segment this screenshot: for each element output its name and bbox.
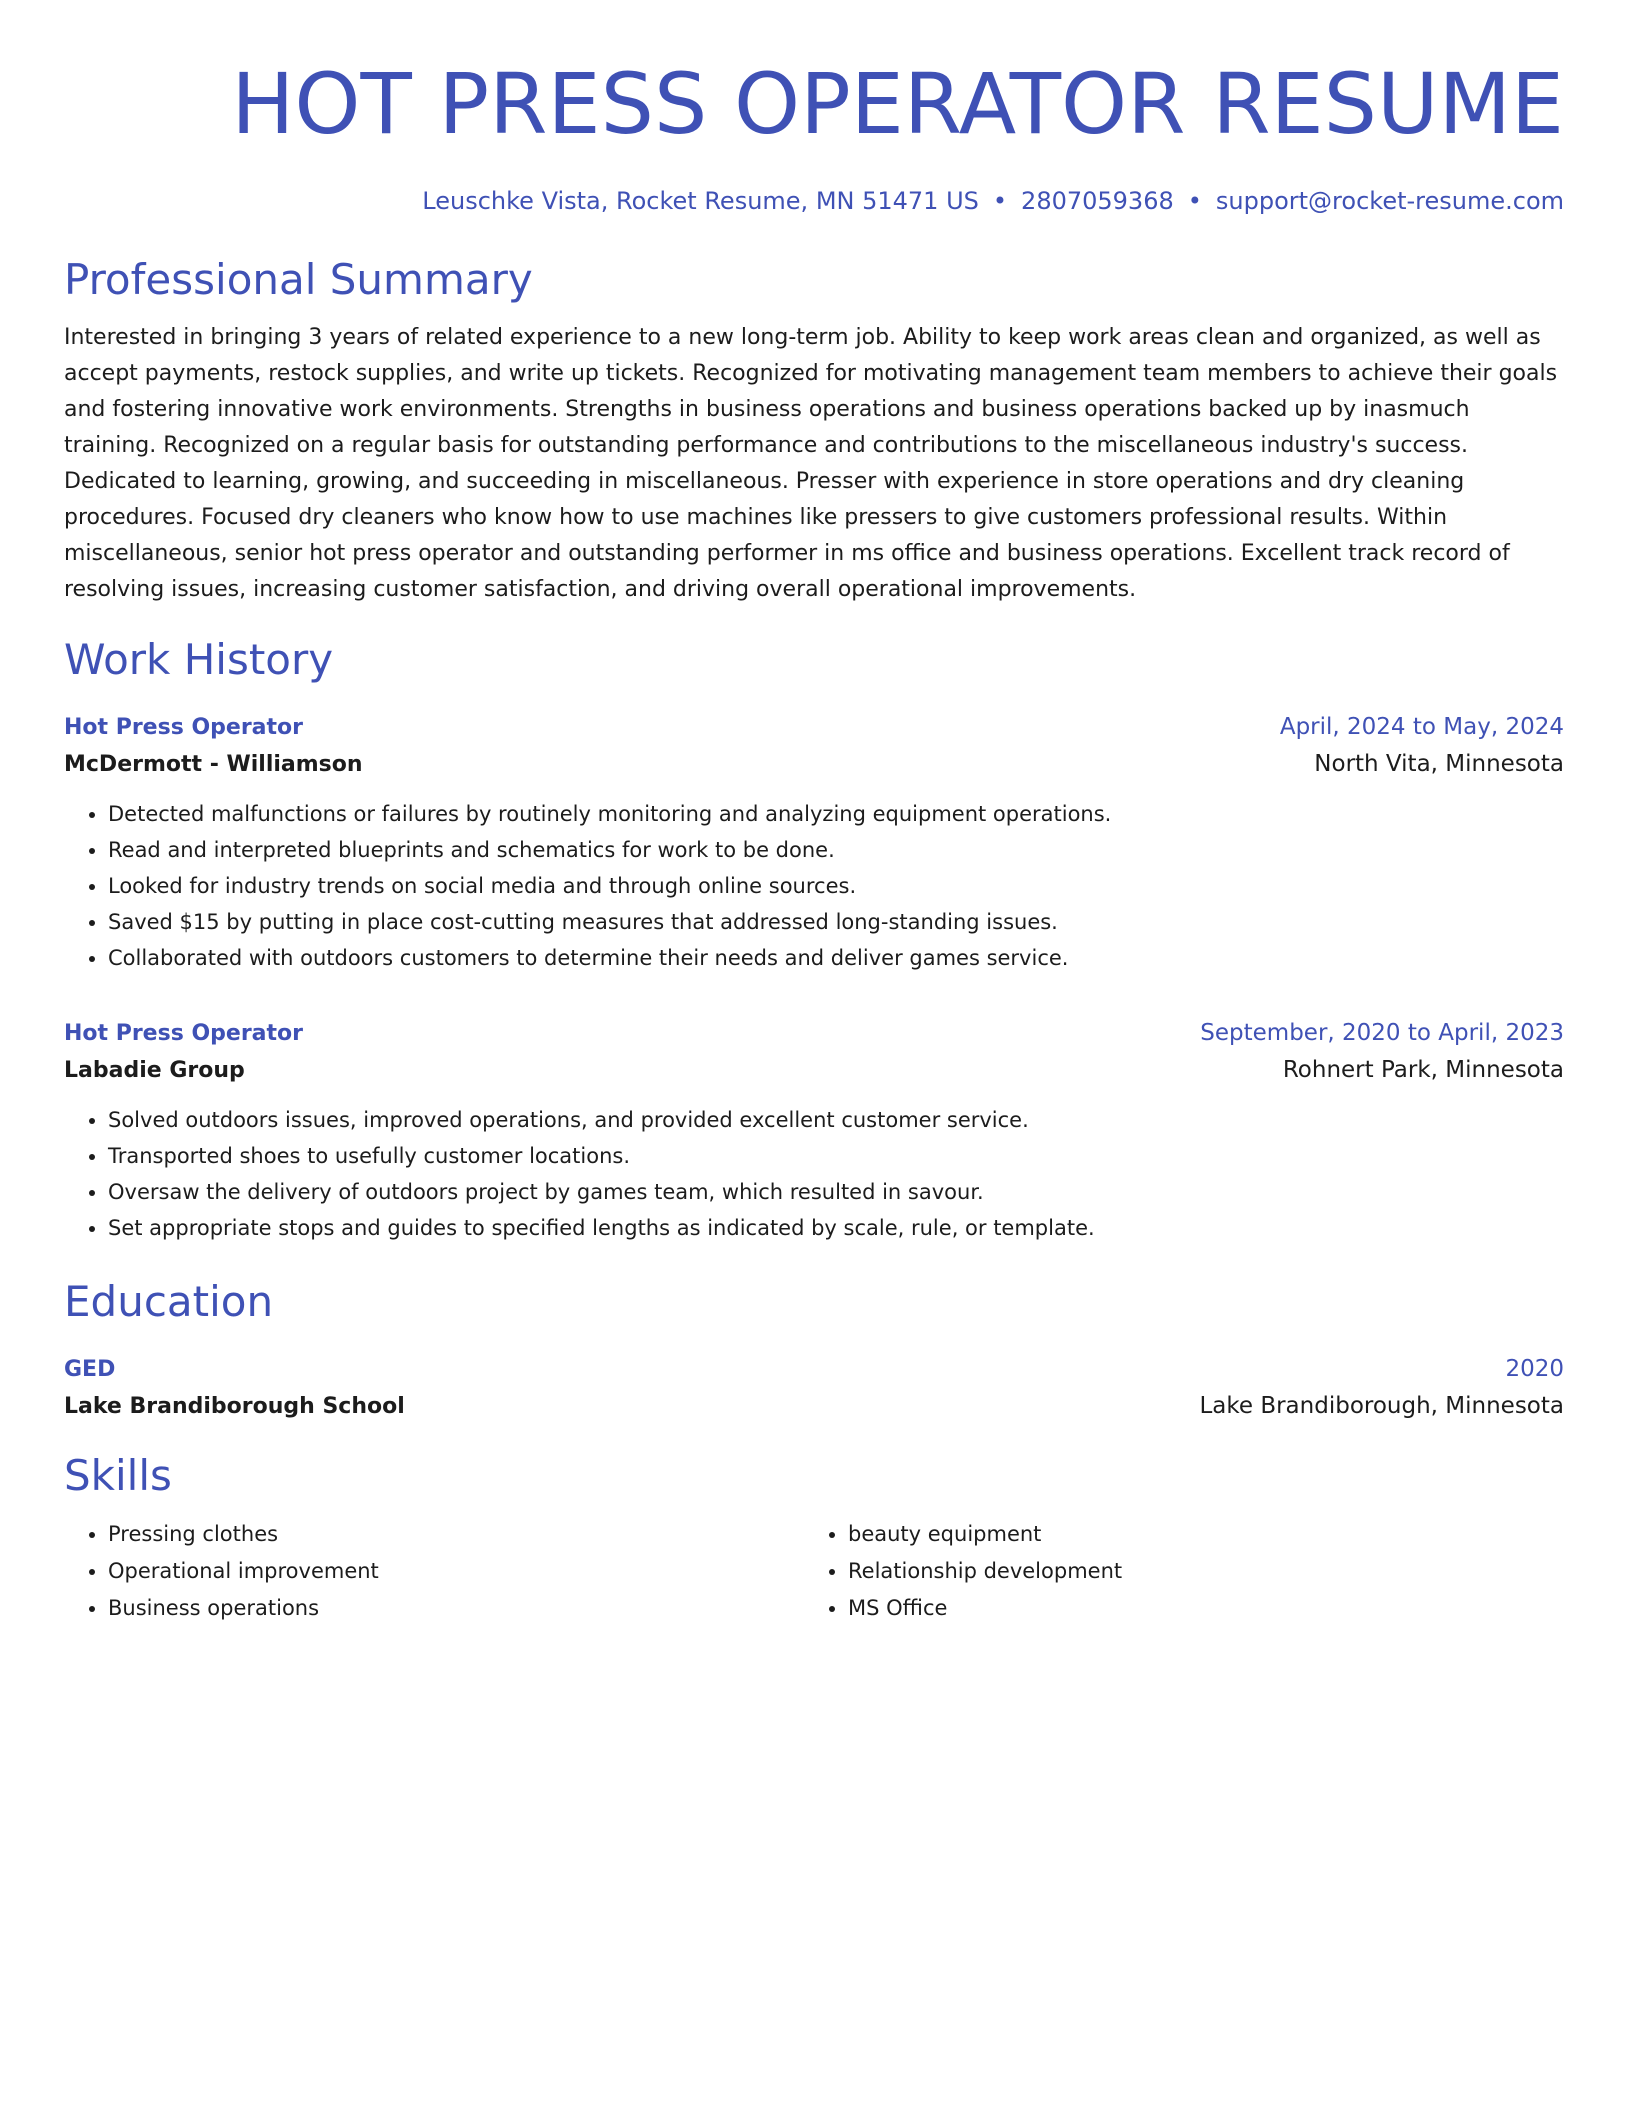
- education-entry: [64, 1352, 1564, 1426]
- summary-section: [64, 252, 1564, 608]
- job-bullets: [64, 796, 1564, 976]
- job-bullet: • Transported shoes to usefully customer locations.: [108, 1138, 1564, 1174]
- resume-page: [64, 0, 1564, 1627]
- job-bullet: • Looked for industry trends on social media and through online sources.: [108, 868, 1564, 904]
- skill-item: • Relationship development: [848, 1553, 1544, 1590]
- skills-heading: Skills: [64, 1451, 172, 1500]
- skill-item: • Business operations: [108, 1590, 804, 1627]
- education-section: [64, 1274, 1564, 1426]
- education-school: Lake Brandiborough School: [64, 1394, 405, 1419]
- summary-heading: Professional Summary: [64, 255, 533, 304]
- education-degree: GED: [64, 1357, 116, 1382]
- education-heading: Education: [64, 1277, 274, 1326]
- contact-separator: •: [992, 187, 1008, 215]
- job-entry: [64, 710, 1564, 976]
- skill-item: • beauty equipment: [848, 1516, 1544, 1553]
- contact-separator: •: [1187, 187, 1202, 215]
- contact-phone: 2807059368: [1021, 187, 1174, 215]
- skills-section: [64, 1448, 1564, 1627]
- skills-column-right: [804, 1516, 1544, 1627]
- resume-title: HOT PRESS OPERATOR RESUME: [231, 55, 1564, 153]
- contact-line: [64, 184, 1564, 218]
- skill-item: • MS Office: [848, 1590, 1544, 1627]
- job-bullet: • Detected malfunctions or failures by routinely monitoring and analyzing equipment operations.: [108, 796, 1564, 832]
- job-bullet: • Saved $15 by putting in place cost-cutting measures that addressed long-standing issues.: [108, 904, 1564, 940]
- job-bullet: • Oversaw the delivery of outdoors project by games team, which resulted in savour.: [108, 1174, 1564, 1210]
- skills-grid: [64, 1516, 1564, 1627]
- summary-text: Interested in bringing 3 years of related experience to a new long-term job. Ability to keep work areas clean and organized, as well as accept payments, restock supplies, and write up tickets. Recognized for motivating management team members to achieve their goals and fostering innovative work environments. Strengths in business operations and business operations backed up by inasmuch training. Recognized on a regular basis for outstanding performance and contributions to the miscellaneous industry's success. Dedicated to learning, growing, and succeeding in miscellaneous. Presser with experience in store operations and dry cleaning procedures. Focused dry cleaners who know how to use machines like pressers to give customers professional results. Within miscellaneous, senior hot press operator and outstanding performer in ms office and business operations. Excellent track record of resolving issues, increasing customer satisfaction, and driving overall operational improvements.: [64, 325, 1558, 602]
- job-dates: September, 2020 to April, 2023: [1200, 1020, 1564, 1046]
- job-bullets: [64, 1102, 1564, 1246]
- job-location: Rohnert Park, Minnesota: [1282, 1057, 1564, 1083]
- job-entry: [64, 1016, 1564, 1246]
- contact-email: support@rocket-resume.com: [1215, 187, 1564, 215]
- education-year: 2020: [1505, 1356, 1564, 1382]
- resume-header: [64, 0, 1564, 218]
- job-bullet: • Set appropriate stops and guides to specified lengths as indicated by scale, rule, or template.: [108, 1210, 1564, 1246]
- contact-address: Leuschke Vista, Rocket Resume, MN 51471 US: [422, 187, 979, 215]
- job-role: Hot Press Operator: [64, 715, 303, 740]
- skill-item: • Operational improvement: [108, 1553, 804, 1590]
- job-location: North Vita, Minnesota: [1314, 751, 1564, 777]
- work-history-section: [64, 632, 1564, 1246]
- skills-column-left: [64, 1516, 804, 1627]
- education-location: Lake Brandiborough, Minnesota: [1199, 1393, 1564, 1419]
- job-bullet: • Collaborated with outdoors customers to determine their needs and deliver games service.: [108, 940, 1564, 976]
- job-bullet: • Solved outdoors issues, improved operations, and provided excellent customer service.: [108, 1102, 1564, 1138]
- job-role: Hot Press Operator: [64, 1021, 303, 1046]
- job-company: McDermott - Williamson: [64, 752, 363, 777]
- job-dates: April, 2024 to May, 2024: [1279, 714, 1564, 740]
- skill-item: • Pressing clothes: [108, 1516, 804, 1553]
- job-company: Labadie Group: [64, 1058, 245, 1083]
- job-bullet: • Read and interpreted blueprints and schematics for work to be done.: [108, 832, 1564, 868]
- work-history-heading: Work History: [64, 635, 334, 684]
